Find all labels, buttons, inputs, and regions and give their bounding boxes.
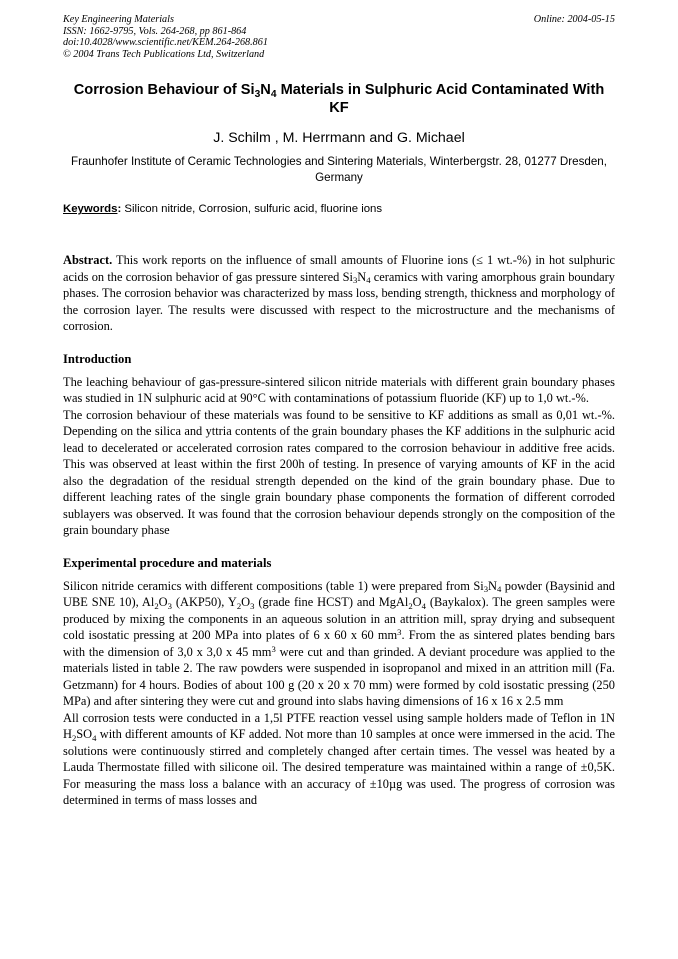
journal-header [63, 14, 615, 60]
introduction-paragraph-2: The corrosion behaviour of these materials was found to be sensitive to KF additions as small as 0,01 wt.-%. Depending on the silica and yttria contents of the grain boundary phases the KF additions in the sulphuric acid lead to decelerated or accelerated corrosion rates compared to the corrosion behaviour in additive free acids. This was observed at least within the first 200h of testing. In presence of varying amounts of KF in the acid also the degradation of the residual strength depended on the kind of the grain boundary phase. Due to different leaching rates of the single grain boundary phase components the formation of different corroded sublayers was observed. It was found that the corrosion behaviour depends strongly on the composition of the grain boundary phase [63, 407, 615, 538]
abstract-label: Abstract. [63, 253, 113, 268]
journal-name: Key Engineering Materials [63, 14, 174, 25]
keywords: Keywords: Silicon nitride, Corrosion, sulfuric acid, fluorine ions [63, 203, 383, 216]
keywords-text: Silicon nitride, Corrosion, sulfuric acid, fluorine ions [121, 203, 383, 216]
authors: J. Schilm , M. Herrmann and G. Michael [213, 130, 465, 147]
experimental-paragraph-2: All corrosion tests were conducted in a 1,5l PTFE reaction vessel using sample holders made of Teflon in 1N $H_2SO_4$ with different amounts of KF added. Not more than 10 samples at once were immersed in the acid. The solutions were continuously stirred and completely changed after certain times. The vessel was heated by a Lauda Thermostate filled with silicone oil. The desired temperature was maintained within a range of ±0,5K. For measuring the mass loss a balance with an accuracy of ±10µg was used. The progress of corrosion was determined in terms of mass losses and [63, 710, 615, 808]
abstract: Abstract. This work reports on the influence of small amounts of Fluorine ions (≤ 1 wt.-%) in hot sulphuric acids on the corrosion behavior of gas pressure sintered $Si_3N_4$ ceramics with varing amorphous grain boundary phases. The corrosion behavior was characterized by mass loss, bending strength, thickness and morphology of the corrosion layer. The results were discussed with respect to the microstructure and the mechanisms of corrosion. [63, 253, 615, 334]
doi-line: doi:10.4028/www.scientific.net/KEM.264-268.861 [63, 37, 268, 49]
experimental-heading: Experimental procedure and materials [63, 555, 272, 570]
introduction-paragraph-1: The leaching behaviour of gas-pressure-sintered silicon nitride materials with different grain boundary phases was studied in 1N sulphuric acid at 90°C with contaminations of potassium fluoride (KF) up to 1,0 wt.-%. [63, 374, 615, 406]
affiliation: Fraunhofer Institute of Ceramic Technologies and Sintering Materials, Winterbergstr. 28, 01277 Dresden, Germany [71, 155, 607, 185]
copyright-line: © 2004 Trans Tech Publications Ltd, Switzerland [63, 48, 265, 60]
issn-line: ISSN: 1662-9795, Vols. 264-268, pp 861-864 [63, 25, 247, 37]
paper-title: Corrosion Behaviour of $Si_3N_4$ Materials in Sulphuric Acid Contaminated With KF [73, 82, 605, 117]
online-date: Online: 2004-05-15 [533, 14, 615, 25]
introduction-heading: Introduction [63, 351, 132, 366]
keywords-label: Keywords [63, 203, 118, 216]
page [63, 14, 615, 809]
experimental-paragraph-1: Silicon nitride ceramics with different compositions (table 1) were prepared from $Si_3N_4$ powder (Baysinid and UBE SNE 10), $Al_2O_3$ (AKP50), $Y_2O_3$ (grade fine HCST) and $MgAl_2O_4$ (Baykalox). The green samples were produced by mixing the components in an aqueous solution in an attrition mill, spray drying and subsequent cold isostatic pressing at 200 MPa into plates of 6 x 60 x 60 $mm^3$. From the as sintered plates bending bars with the dimension of 3,0 x 3,0 x 45 $mm^3$ were cut and than grinded. A deviant procedure was applied to the materials listed in table 2. The raw powders were suspended in isopropanol and mixed in an attrition mill (Fa. Getzmann) for 4 hours. Bodies of about 100 g (20 x 20 x 70 mm) were formed by cold isostatic pressing (250 MPa) and after sintering they were cut and ground into slabs having dimensions of 16 x 16 x 2.5 mm [63, 578, 616, 709]
